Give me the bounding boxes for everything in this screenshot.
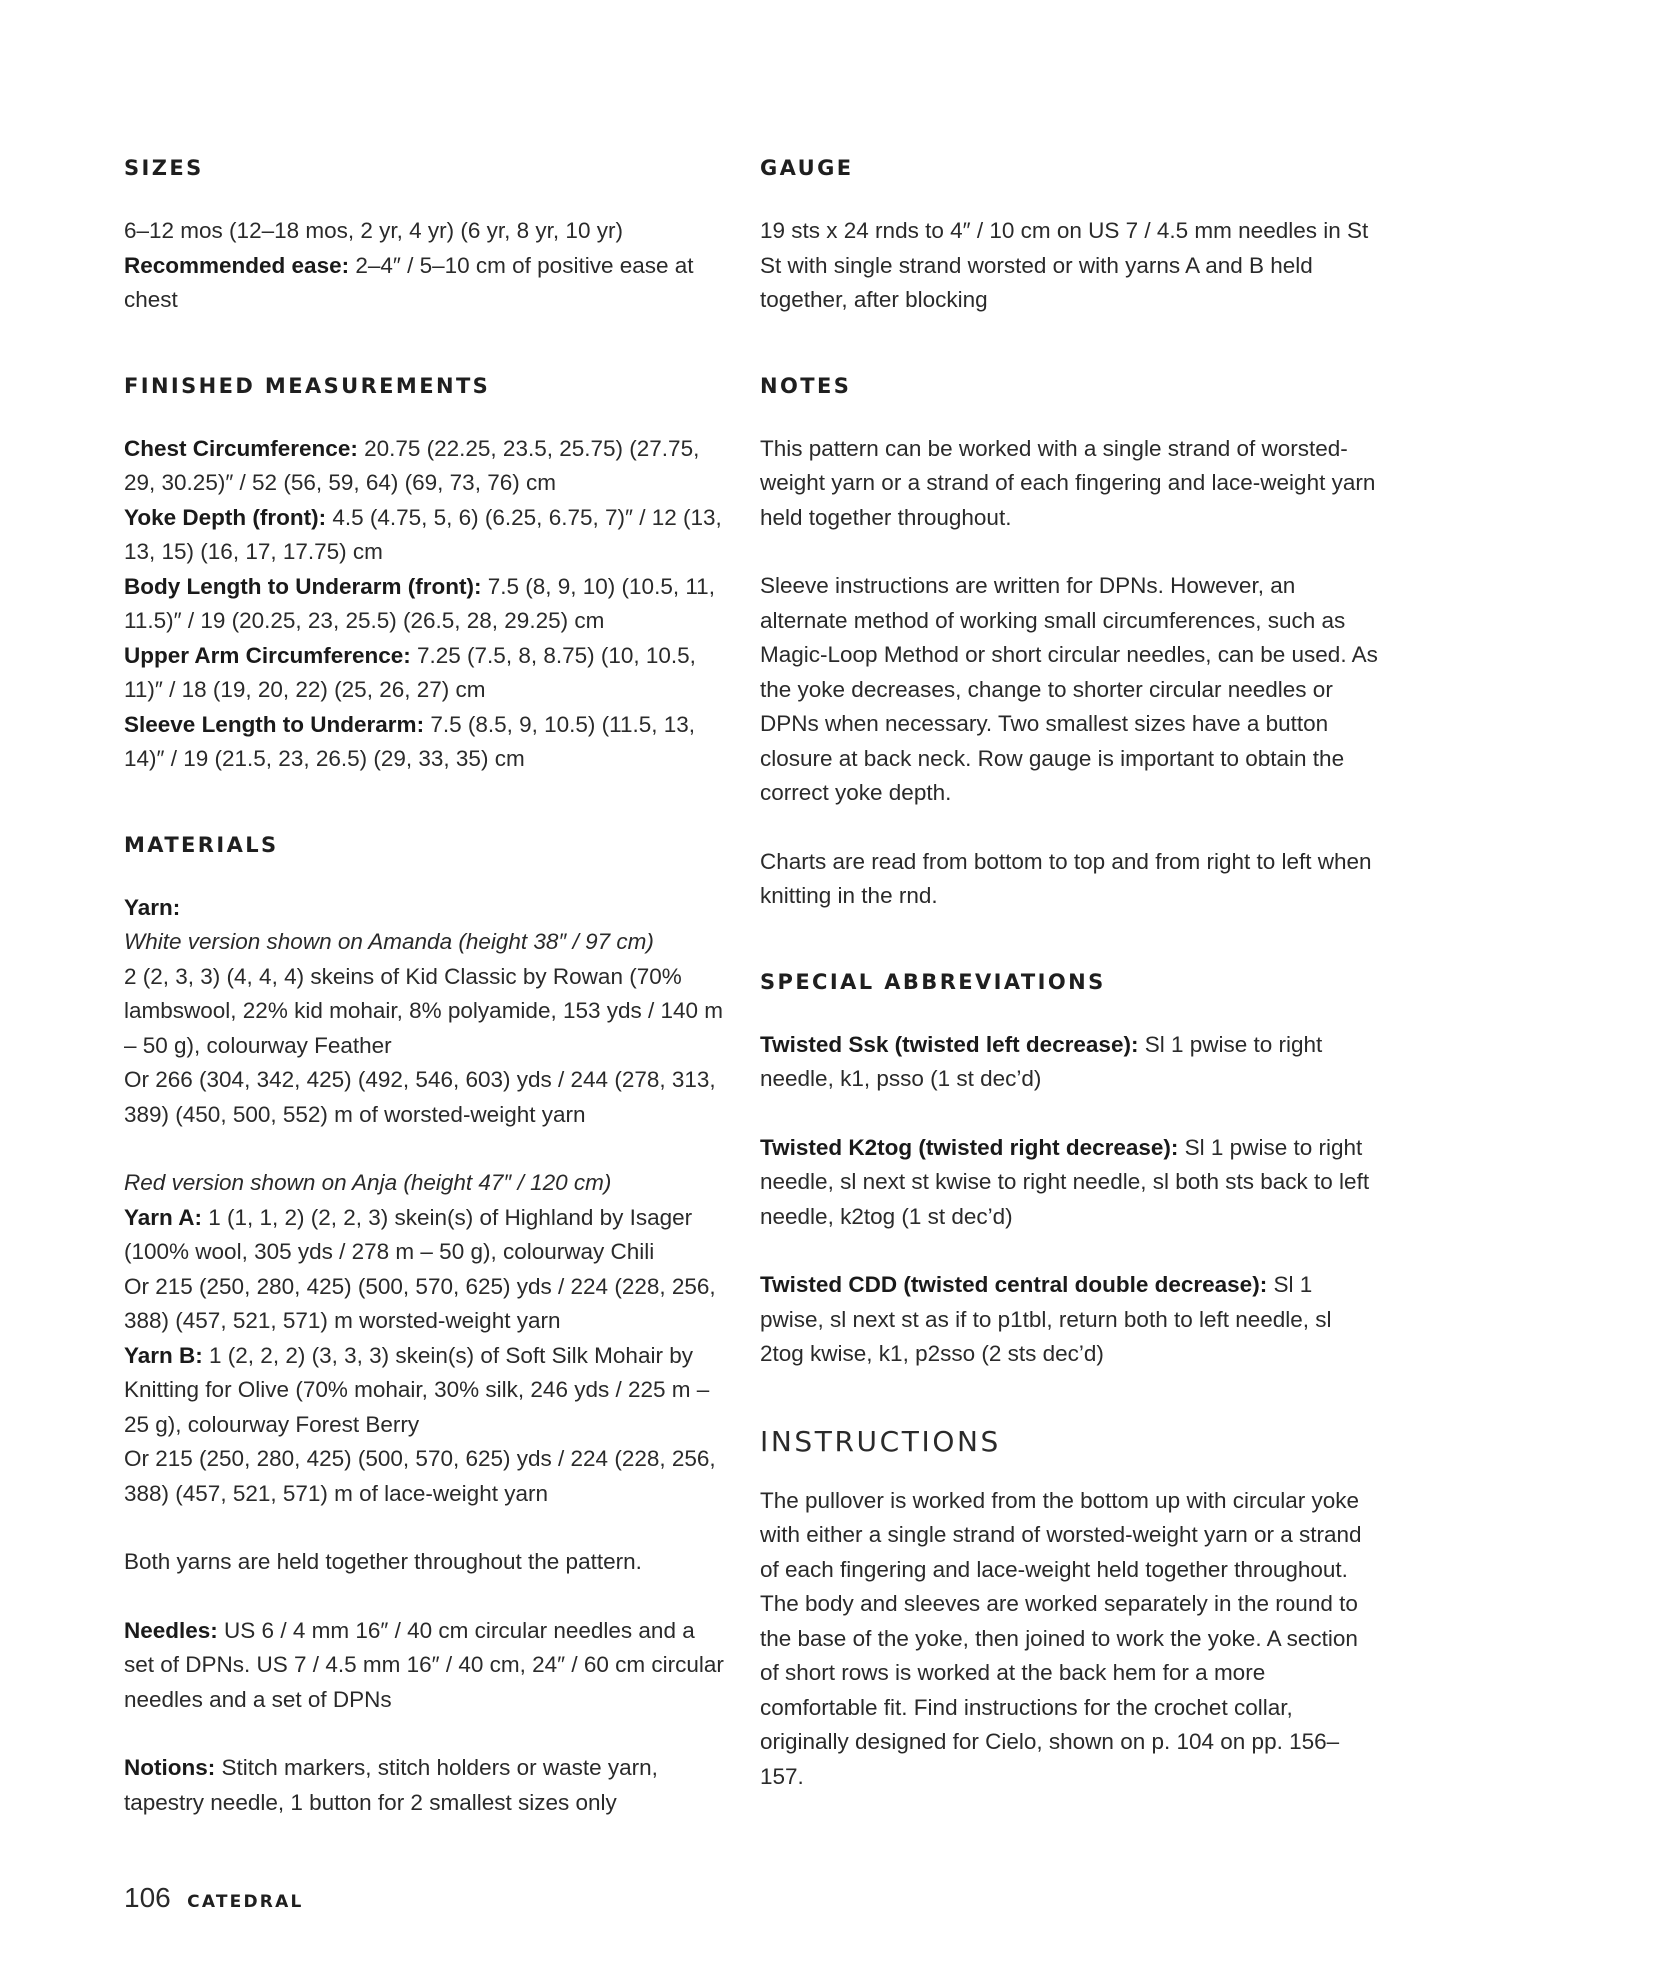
section-materials <box>124 827 724 1821</box>
yarn-b-alt: Or 215 (250, 280, 425) (500, 570, 625) yds / 224 (228, 256, 388) (457, 521, 571) m of lace-weight yarn <box>124 1446 716 1506</box>
recommended-ease <box>124 249 724 318</box>
gauge-text: 19 sts x 24 rnds to 4″ / 10 cm on US 7 / 4.5 mm needles in St St with single strand worsted or with yarns A and B held together, after blocking <box>760 218 1369 312</box>
measurement-value: 7.5 (8, 9, 10) (10.5, 11, 11.5)″ / 19 (20.25, 23, 25.5) (26.5, 28, 29.25) cm <box>124 573 715 633</box>
measurement-value: 4.5 (4.75, 5, 6) (6.25, 6.75, 7)″ / 12 (13, 13, 15) (16, 17, 17.75) cm <box>124 504 722 564</box>
abbreviation-value: Sl 1 pwise to right needle, k1, psso (1 st dec’d) <box>760 1031 1323 1091</box>
sizes-list: 6–12 mos (12–18 mos, 2 yr, 4 yr) (6 yr, 8 yr, 10 yr) <box>124 218 623 243</box>
abbreviation-twisted-ssk <box>760 1028 1380 1097</box>
yarn-a-alt: Or 215 (250, 280, 425) (500, 570, 625) yds / 224 (228, 256, 388) (457, 521, 571) m worsted-weight yarn <box>124 1273 716 1333</box>
needles <box>124 1614 724 1718</box>
sizes-heading: SIZES <box>124 156 204 180</box>
page-number: 106 <box>124 1882 171 1913</box>
abbreviation-twisted-cdd <box>760 1268 1380 1372</box>
red-version-title-text: Red version shown on Anja (height 47″ / 120 cm) <box>124 1170 612 1195</box>
section-notes <box>760 368 1380 914</box>
measurement-body-length <box>124 570 724 639</box>
page-footer <box>124 1882 304 1922</box>
yarn-a <box>124 1201 724 1270</box>
measurement-chest <box>124 432 724 501</box>
notions <box>124 1751 724 1820</box>
notes-paragraph-2: Sleeve instructions are written for DPNs. However, an alternate method of working small circumferences, such as Magic-Loop Method or short circular needles, can be used. As the yoke decreases, change to shorter circular needles or DPNs when necessary. Two smallest sizes have a button closure at back neck. Row gauge is important to obtain the correct yoke depth. <box>760 573 1378 805</box>
white-version-title <box>124 925 724 960</box>
abbreviation-value: Sl 1 pwise, sl next st as if to p1tbl, return both to left needle, sl 2tog kwise, k1, p2sso (2 sts dec’d) <box>760 1272 1332 1366</box>
white-version-title-text: White version shown on Amanda (height 38″ / 97 cm) <box>124 929 654 954</box>
measurement-label: Chest Circumference: <box>124 435 358 461</box>
gauge-heading: GAUGE <box>760 156 854 180</box>
needles-label: Needles: <box>124 1617 218 1643</box>
yarn-a-text: 1 (1, 1, 2) (2, 2, 3) skein(s) of Highland by Isager (100% wool, 305 yds / 278 m – 50 g), colourway Chili <box>124 1204 693 1264</box>
yarn-b-text: 1 (2, 2, 2) (3, 3, 3) skein(s) of Soft Silk Mohair by Knitting for Olive (70% mohair, 30% silk, 246 yds / 225 m – 25 g), colourway Forest Berry <box>124 1342 710 1437</box>
measurement-value: 7.5 (8.5, 9, 10.5) (11.5, 13, 14)″ / 19 (21.5, 23, 26.5) (29, 33, 35) cm <box>124 711 696 771</box>
section-finished-measurements <box>124 368 724 777</box>
abbreviation-label: Twisted CDD (twisted central double decrease): <box>760 1272 1268 1297</box>
right-column <box>760 150 1380 1794</box>
left-column <box>124 150 724 1820</box>
notes-paragraph-3: Charts are read from bottom to top and from right to left when knitting in the rnd. <box>760 848 1372 908</box>
section-gauge <box>760 150 1380 318</box>
measurement-label: Upper Arm Circumference: <box>124 642 411 668</box>
both-yarns-note: Both yarns are held together throughout the pattern. <box>124 1549 642 1574</box>
measurement-label: Body Length to Underarm (front): <box>124 573 482 599</box>
ease-label: Recommended ease: <box>124 252 350 278</box>
ease-value: 2–4″ / 5–10 cm of positive ease at chest <box>124 252 694 312</box>
finished-heading: FINISHED MEASUREMENTS <box>124 373 491 398</box>
measurement-yoke-depth <box>124 501 724 570</box>
measurement-value: 7.25 (7.5, 8, 8.75) (10, 10.5, 11)″ / 18 (19, 20, 22) (25, 26, 27) cm <box>124 642 696 702</box>
yarn-b <box>124 1339 724 1443</box>
section-special-abbreviations <box>760 964 1380 1372</box>
measurement-label: Yoke Depth (front): <box>124 504 327 530</box>
materials-heading: MATERIALS <box>124 832 279 857</box>
section-sizes <box>124 150 724 318</box>
section-instructions <box>760 1422 1380 1795</box>
measurement-upper-arm <box>124 639 724 708</box>
white-version-yarn: 2 (2, 3, 3) (4, 4, 4) skeins of Kid Classic by Rowan (70% lambswool, 22% kid mohair, 8% polyamide, 153 yds / 140 m – 50 g), colourway Feather <box>124 963 724 1058</box>
instructions-text: The pullover is worked from the bottom up with circular yoke with either a single strand of worsted-weight yarn or a strand of each fingering and lace-weight held together throughout. The body and sleeves are worked separately in the round to the base of the yoke, then joined to work the yoke. A section of short rows is worked at the back hem for a more comfortable fit. Find instructions for the crochet collar, originally designed for Cielo, shown on p. 104 on pp. 156–157. <box>760 1487 1362 1789</box>
white-version-alt: Or 266 (304, 342, 425) (492, 546, 603) yds / 244 (278, 313, 389) (450, 500, 552) m of worsted-weight yarn <box>124 1067 716 1127</box>
special-heading: SPECIAL ABBREVIATIONS <box>760 969 1106 994</box>
measurement-label: Sleeve Length to Underarm: <box>124 711 425 737</box>
notions-label: Notions: <box>124 1755 216 1780</box>
yarn-label-text: Yarn: <box>124 894 181 920</box>
needles-text: US 6 / 4 mm 16″ / 40 cm circular needles and a set of DPNs. US 7 / 4.5 mm 16″ / 40 cm, 24″ / 60 cm circular needles and a set of DPNs <box>124 1617 724 1712</box>
abbreviation-twisted-k2tog <box>760 1131 1380 1235</box>
instructions-heading: INSTRUCTIONS <box>760 1424 1001 1458</box>
yarn-label <box>124 891 724 926</box>
abbreviation-value: Sl 1 pwise to right needle, sl next st kwise to right needle, sl both sts back to left needle, k2tog (1 st dec’d) <box>760 1134 1370 1229</box>
measurement-sleeve-length <box>124 708 724 777</box>
abbreviation-label: Twisted K2tog (twisted right decrease): <box>760 1134 1179 1160</box>
notes-paragraph-1: This pattern can be worked with a single strand of worsted-weight yarn or a strand of each fingering and lace-weight yarn held together throughout. <box>760 435 1376 530</box>
notes-heading: NOTES <box>760 373 852 398</box>
abbreviation-label: Twisted Ssk (twisted left decrease): <box>760 1031 1139 1057</box>
notions-text: Stitch markers, stitch holders or waste yarn, tapestry needle, 1 button for 2 smallest sizes only <box>124 1755 658 1815</box>
measurement-value: 20.75 (22.25, 23.5, 25.75) (27.75, 29, 30.25)″ / 52 (56, 59, 64) (69, 73, 76) cm <box>124 435 700 495</box>
red-version-title <box>124 1166 724 1201</box>
yarn-b-label: Yarn B: <box>124 1342 203 1368</box>
footer-title: CATEDRAL <box>187 1892 304 1912</box>
yarn-a-label: Yarn A: <box>124 1204 202 1230</box>
